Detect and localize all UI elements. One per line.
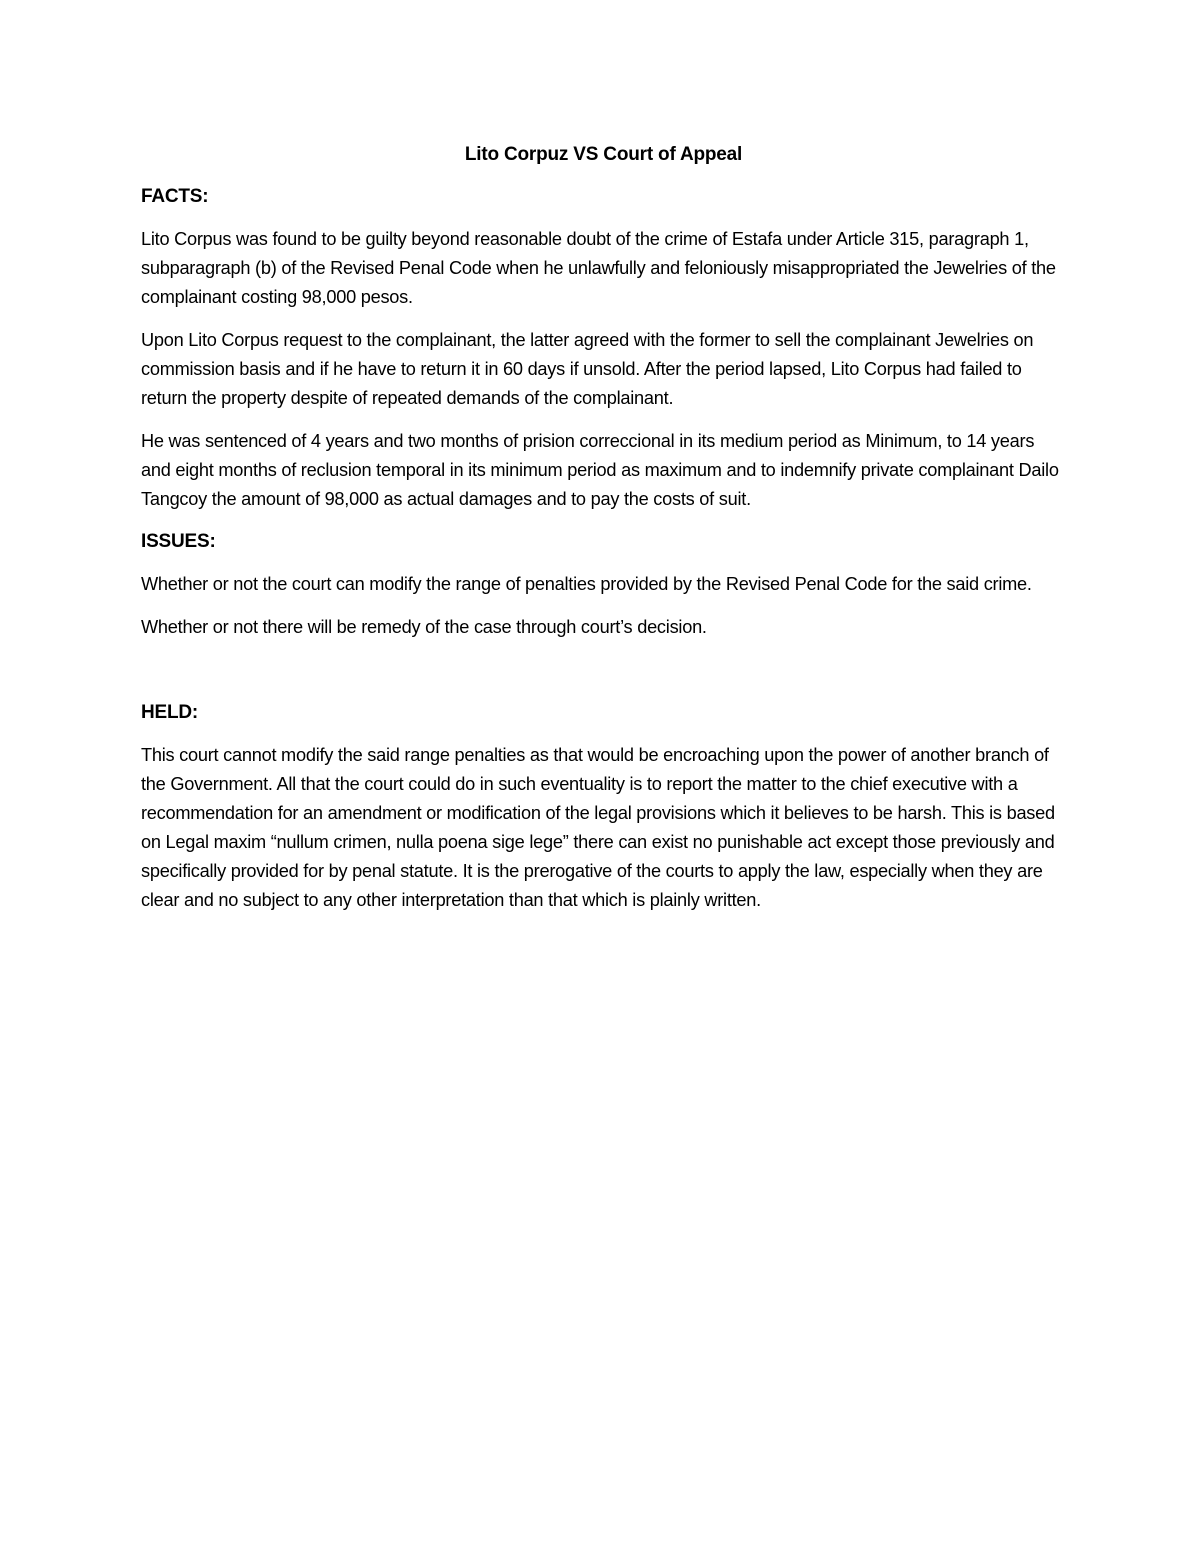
held-heading: HELD: [141,702,199,723]
held-paragraph-1: This court cannot modify the said range penalties as that would be encroaching upon the power of another branch of the Government. All that the court could do in such eventuality is to report the matter to the chief executive with a recommendation for an amendment or modification of the legal provisions which it believes to be harsh. This is based on Legal maxim “nullum crimen, nulla poena sige lege” there can exist no punishable act except those previously and specifically provided for by penal statute. It is the prerogative of the courts to apply the law, especially when they are clear and no subject to any other interpretation than that which is plainly written. [141,745,1055,910]
facts-heading: FACTS: [141,186,209,207]
document-title: Lito Corpuz VS Court of Appeal [464,144,743,165]
facts-paragraph-3: He was sentenced of 4 years and two months of prision correccional in its medium period as Minimum, to 14 years and eight months of reclusion temporal in its minimum period as maximum and to indemnify private complainant Dailo Tangcoy the amount of 98,000 as actual damages and to pay the costs of suit. [141,431,1059,509]
facts-paragraph-2: Upon Lito Corpus request to the complainant, the latter agreed with the former to sell the complainant Jewelries on commission basis and if he have to return it in 60 days if unsold. After the period lapsed, Lito Corpus had failed to return the property despite of repeated demands of the complainant. [141,330,1034,408]
issues-heading: ISSUES: [141,531,216,552]
issues-paragraph-1: Whether or not the court can modify the range of penalties provided by the Revised Penal Code for the said crime. [141,574,1032,594]
facts-paragraph-1: Lito Corpus was found to be guilty beyond reasonable doubt of the crime of Estafa under Article 315, paragraph 1, subparagraph (b) of the Revised Penal Code when he unlawfully and feloniously misappropriated the Jewelries of the complainant costing 98,000 pesos. [141,229,1056,307]
document-body [141,141,1066,929]
section-spacer [141,656,1066,699]
issues-paragraph-2: Whether or not there will be remedy of the case through court’s decision. [141,617,707,637]
